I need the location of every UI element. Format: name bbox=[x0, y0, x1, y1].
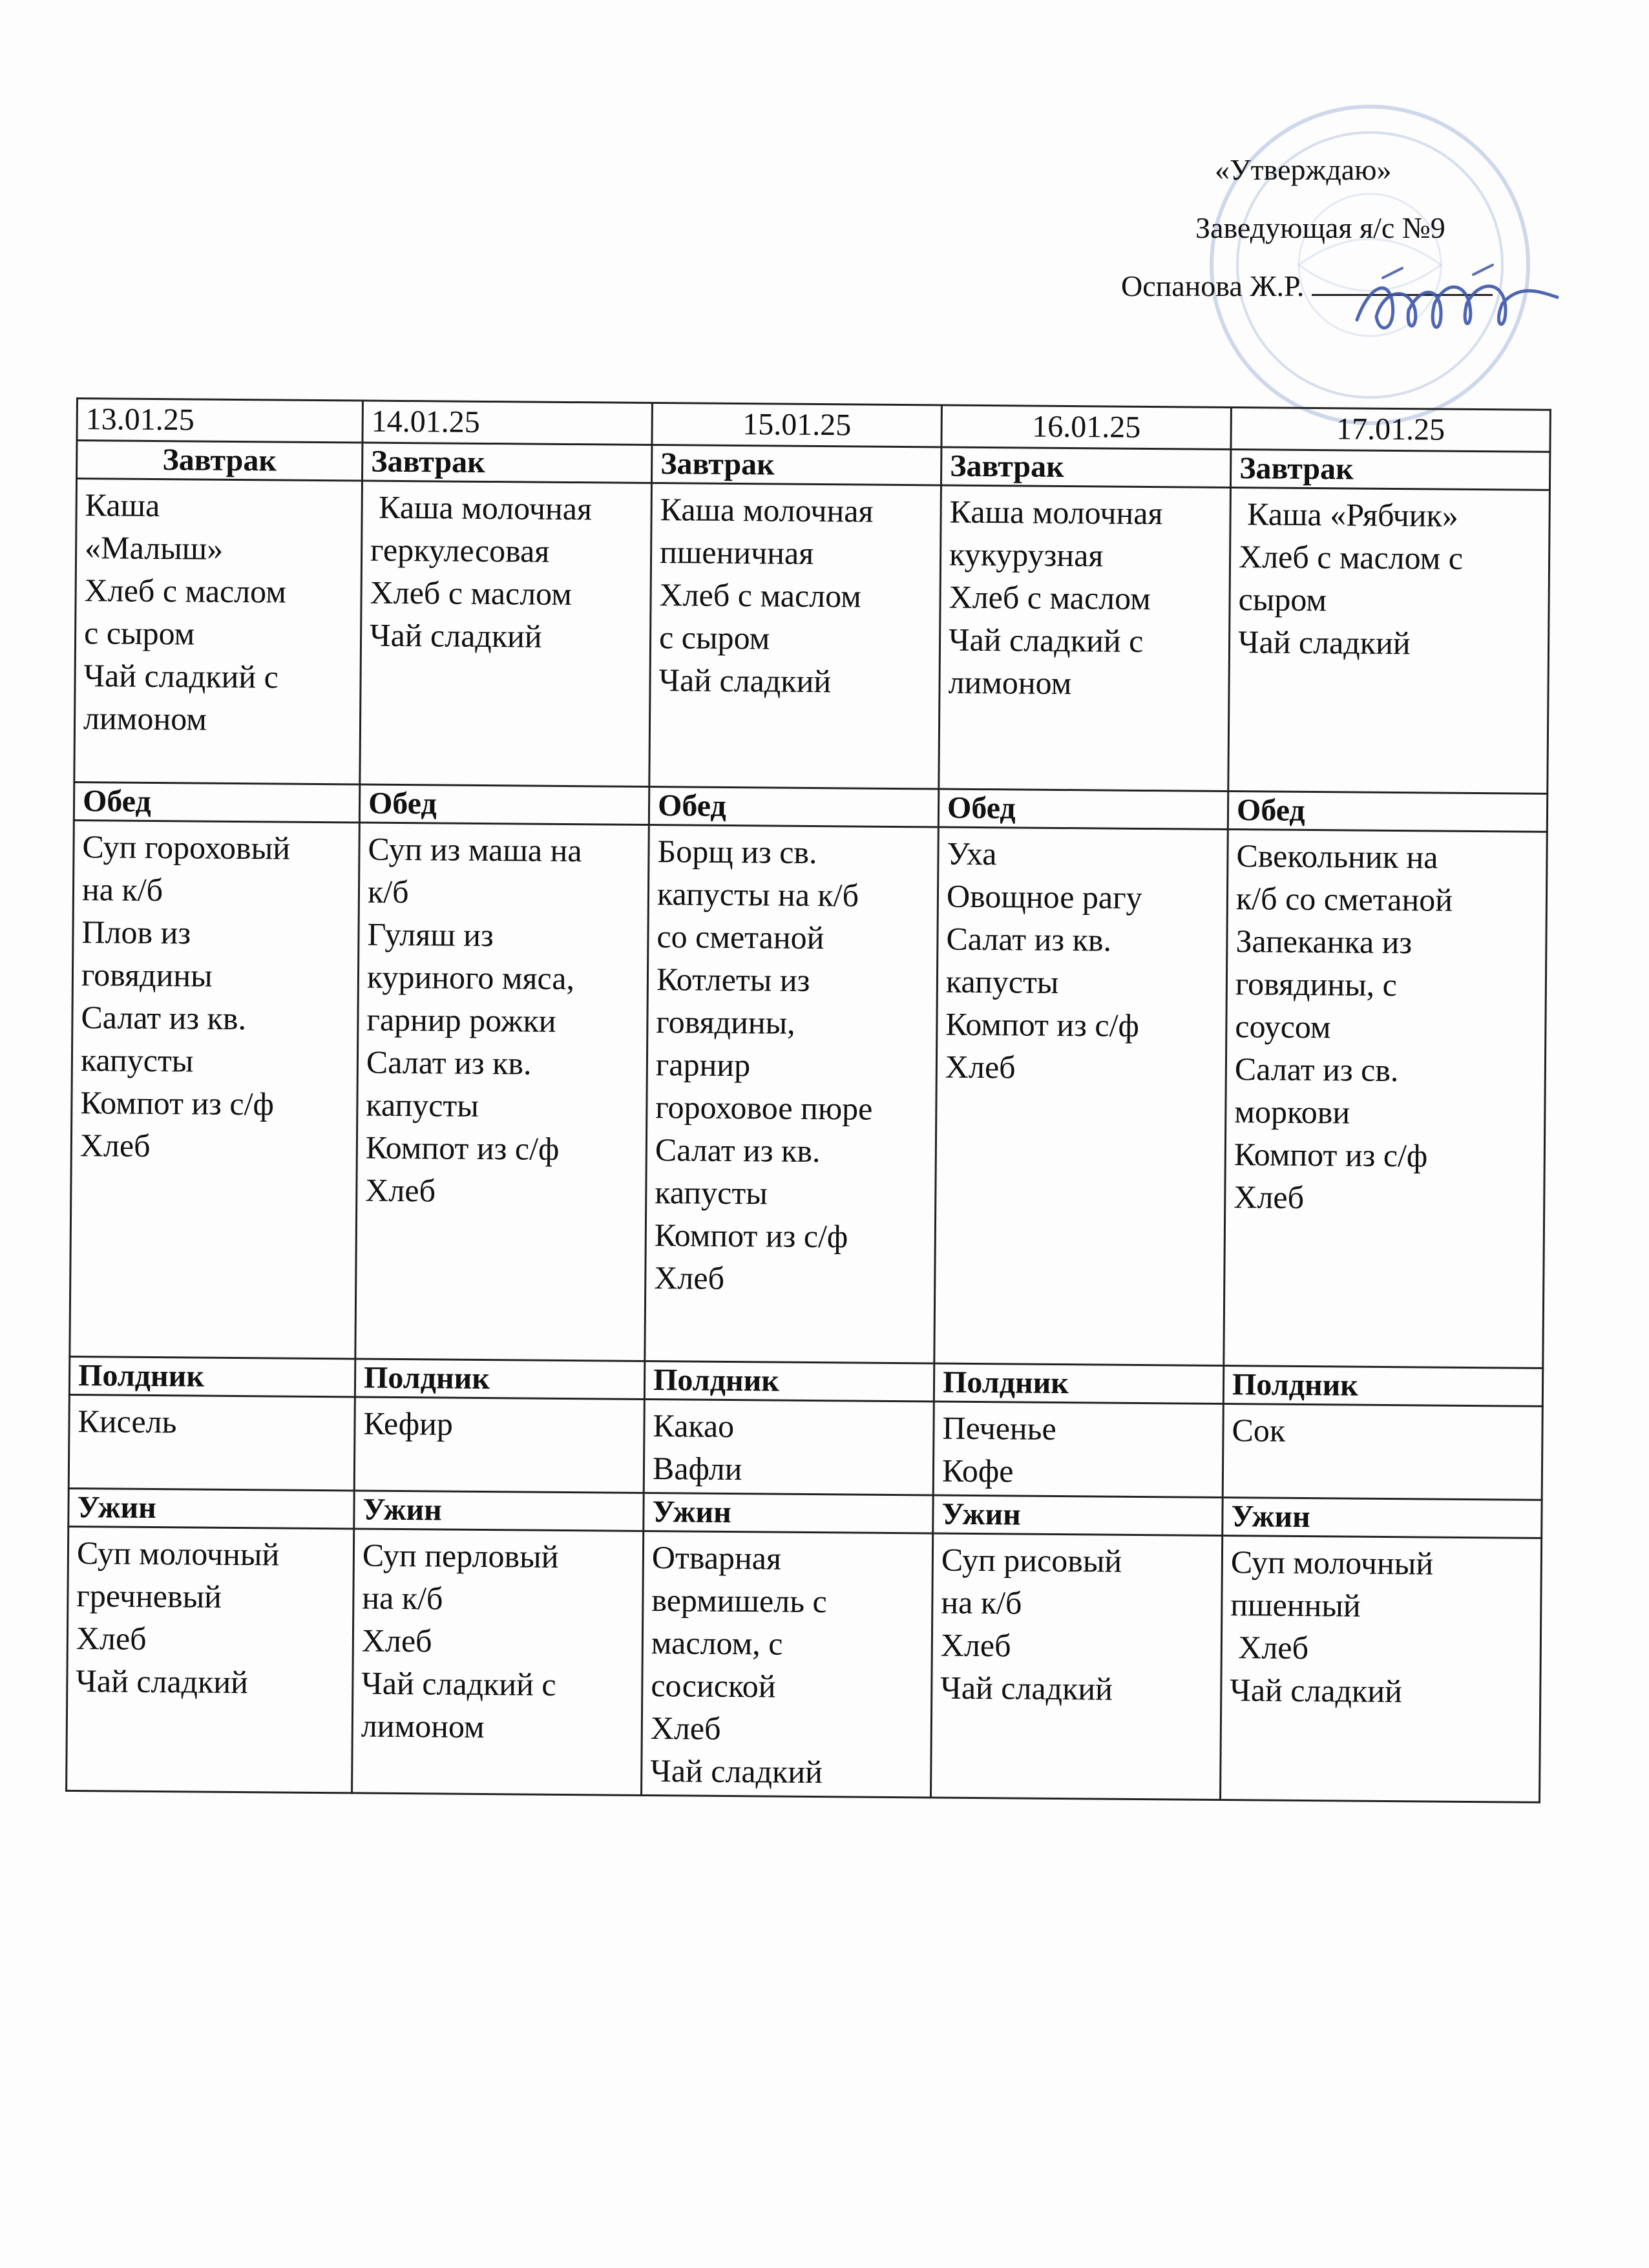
dish-line: Каша молочная bbox=[370, 488, 593, 527]
date-cell: 16.01.25 bbox=[941, 405, 1231, 450]
dish-line: Каша молочная bbox=[949, 493, 1163, 532]
dish-cell bbox=[931, 1533, 1223, 1800]
dish-line: геркулесовая bbox=[370, 531, 550, 569]
dish-line: Хлеб с маслом bbox=[84, 572, 287, 610]
dish-line: Хлеб bbox=[79, 1127, 151, 1164]
dish-line: сосиской bbox=[651, 1667, 776, 1705]
dish-cell bbox=[645, 824, 939, 1363]
dinner-dishes-row bbox=[67, 1526, 1542, 1802]
meal-label: Завтрак bbox=[77, 441, 362, 481]
approval-title: «Утверждаю» bbox=[1215, 153, 1392, 186]
dish-line: вермишель с bbox=[651, 1582, 827, 1620]
dish-line: на к/б bbox=[941, 1584, 1022, 1621]
dish-line: к/б со сметаной bbox=[1235, 880, 1453, 918]
dish-cell bbox=[644, 1399, 934, 1495]
dish-line: говядины bbox=[81, 956, 213, 994]
dish-line: Вафли bbox=[652, 1450, 742, 1487]
dish-line: кукурузная bbox=[949, 536, 1104, 574]
dish-line: Хлеб bbox=[654, 1259, 725, 1296]
dish-line: Хлеб bbox=[940, 1626, 1011, 1664]
dish-cell bbox=[642, 1531, 933, 1798]
dish-line: Салат из св. bbox=[1234, 1051, 1399, 1089]
dish-cell bbox=[1228, 488, 1550, 794]
dish-line: на к/б bbox=[81, 871, 163, 908]
dish-cell bbox=[934, 827, 1228, 1365]
date-cell: 17.01.25 bbox=[1231, 408, 1550, 452]
meal-label: Полдник bbox=[1223, 1365, 1542, 1406]
approval-position: Заведующая я/с №9 bbox=[1195, 211, 1445, 244]
dish-cell bbox=[1221, 1535, 1542, 1802]
dish-cell bbox=[355, 823, 649, 1361]
dish-line: Хлеб bbox=[650, 1710, 721, 1747]
dish-line: соусом bbox=[1235, 1008, 1331, 1045]
meal-label: Полдник bbox=[69, 1356, 355, 1396]
dish-line: Чай сладкий с bbox=[361, 1664, 556, 1703]
dish-line: Чай сладкий с bbox=[948, 621, 1144, 659]
meal-label: Ужин bbox=[644, 1493, 933, 1533]
dish-cell bbox=[649, 483, 941, 789]
dish-line: к/б bbox=[367, 873, 409, 910]
dish-line: Уха bbox=[947, 835, 997, 872]
dish-line: гречневый bbox=[76, 1577, 222, 1615]
dish-cell bbox=[74, 479, 362, 784]
meal-label: Ужин bbox=[1223, 1497, 1542, 1538]
dish-line: Компот из с/ф bbox=[80, 1084, 275, 1122]
dish-line: куриного мяса, bbox=[366, 958, 575, 997]
dish-cell bbox=[939, 485, 1231, 792]
dish-line: Салат из кв. bbox=[81, 999, 247, 1037]
dish-line: Печенье bbox=[942, 1409, 1056, 1447]
dish-line: Каша «Рябчик» bbox=[1239, 496, 1459, 534]
dish-line: моркови bbox=[1234, 1093, 1350, 1131]
dish-line: Чай сладкий bbox=[76, 1663, 249, 1701]
dish-line: Чай сладкий с bbox=[83, 657, 279, 695]
dish-line: капусты на к/б bbox=[656, 876, 859, 914]
dish-cell bbox=[1224, 830, 1548, 1369]
meal-label: Завтрак bbox=[1230, 450, 1549, 490]
dish-line: маслом, с bbox=[651, 1624, 783, 1662]
dish-line: говядины, с bbox=[1235, 965, 1398, 1003]
dish-line: Борщ из св. bbox=[657, 833, 817, 871]
dish-line: Чай сладкий bbox=[658, 662, 832, 700]
dish-line: Суп рисовый bbox=[941, 1541, 1122, 1579]
dish-line: с сыром bbox=[83, 614, 195, 652]
meal-label: Полдник bbox=[644, 1361, 934, 1402]
dish-line: Отварная bbox=[651, 1539, 782, 1577]
dish-line: Плов из bbox=[81, 914, 191, 951]
date-cell: 15.01.25 bbox=[652, 403, 941, 448]
dish-line: Какао bbox=[653, 1407, 735, 1445]
dish-line: с сыром bbox=[658, 619, 770, 656]
dish-line: Хлеб bbox=[945, 1048, 1016, 1086]
date-cell: 14.01.25 bbox=[362, 401, 652, 445]
dish-line: со сметаной bbox=[656, 918, 824, 956]
dish-line: Овощное рагу bbox=[946, 877, 1142, 916]
meal-label: Ужин bbox=[354, 1491, 644, 1531]
dish-cell bbox=[352, 1529, 644, 1796]
meal-label: Обед bbox=[938, 789, 1228, 830]
dish-cell bbox=[1223, 1403, 1542, 1500]
dish-line: Каша молочная bbox=[660, 491, 874, 529]
meal-label: Обед bbox=[1228, 792, 1547, 832]
dish-line: Чай сладкий bbox=[940, 1669, 1113, 1707]
dish-line: сыром bbox=[1238, 581, 1327, 618]
dish-line: Хлеб с маслом bbox=[659, 576, 862, 614]
dish-line: «Малыш» bbox=[84, 529, 224, 567]
date-cell: 13.01.25 bbox=[77, 399, 362, 443]
dish-line: Запеканка из bbox=[1235, 923, 1413, 961]
dish-line: говядины, bbox=[656, 1003, 795, 1041]
meal-label: Завтрак bbox=[941, 447, 1230, 488]
dish-line: Салат из кв. bbox=[946, 920, 1112, 958]
dish-line: Салат из кв. bbox=[655, 1131, 821, 1170]
dish-line: Чай сладкий bbox=[1237, 624, 1411, 662]
dish-line: Суп из маша на bbox=[368, 830, 582, 869]
lunch-dishes-row bbox=[70, 820, 1547, 1368]
dish-line: капусты bbox=[945, 963, 1059, 1000]
dish-line: лимоном bbox=[948, 664, 1072, 702]
dish-line: Чай сладкий bbox=[369, 616, 542, 655]
dish-line: капусты bbox=[366, 1086, 479, 1124]
dish-line: пшеничная bbox=[659, 534, 814, 571]
dish-line: Котлеты из bbox=[656, 961, 810, 998]
dish-line: Компот из с/ф bbox=[945, 1005, 1140, 1044]
dish-line: Гуляш из bbox=[367, 916, 494, 954]
dish-line: Кефир bbox=[363, 1405, 454, 1442]
menu-table bbox=[65, 397, 1551, 1803]
dish-line: капусты bbox=[80, 1042, 194, 1079]
meal-label: Ужин bbox=[933, 1495, 1223, 1536]
dish-line: капусты bbox=[655, 1174, 768, 1212]
dish-line: Хлеб bbox=[361, 1622, 432, 1659]
dish-line: Кофе bbox=[941, 1452, 1014, 1489]
dish-line: пшенный bbox=[1230, 1586, 1361, 1624]
dish-line: Хлеб с маслом с bbox=[1238, 538, 1464, 576]
snack-dishes-row bbox=[68, 1394, 1542, 1500]
meal-label: Обед bbox=[74, 782, 359, 822]
dish-line: Сок bbox=[1232, 1412, 1286, 1449]
dish-line: Хлеб с маслом bbox=[370, 574, 572, 613]
dish-cell bbox=[360, 481, 652, 787]
meal-label: Полдник bbox=[355, 1359, 644, 1400]
dish-line: Компот из с/ф bbox=[365, 1129, 560, 1167]
dish-line: Каша bbox=[85, 487, 160, 524]
dish-line: Суп молочный bbox=[76, 1535, 280, 1573]
dish-line: Суп молочный bbox=[1230, 1544, 1434, 1582]
dish-line: Хлеб bbox=[365, 1171, 436, 1209]
dish-line: Компот из с/ф bbox=[1234, 1136, 1428, 1174]
dish-line: Кисель bbox=[78, 1403, 177, 1440]
dish-cell bbox=[68, 1394, 355, 1490]
breakfast-dishes-row bbox=[74, 479, 1550, 794]
dish-line: Хлеб bbox=[76, 1620, 147, 1657]
dish-line: Хлеб bbox=[1234, 1179, 1305, 1215]
dish-line: гарнир рожки bbox=[366, 1001, 556, 1039]
dish-line: Компот из с/ф bbox=[654, 1217, 848, 1255]
signer-name: Оспанова Ж.Р. bbox=[1121, 269, 1305, 302]
dish-line: Суп гороховый bbox=[82, 828, 291, 866]
dish-line: Хлеб с маслом bbox=[949, 578, 1151, 617]
dish-line: на к/б bbox=[362, 1579, 443, 1617]
dish-line: Салат из кв. bbox=[366, 1044, 532, 1082]
dish-line: гороховое пюре bbox=[655, 1089, 873, 1127]
dish-line: Свекольник на bbox=[1236, 837, 1438, 876]
dish-line: гарнир bbox=[655, 1046, 751, 1084]
dish-line: лимоном bbox=[83, 700, 207, 737]
dish-cell bbox=[70, 820, 360, 1358]
meal-label: Завтрак bbox=[651, 445, 941, 485]
handwritten-signature bbox=[1344, 258, 1577, 349]
dish-cell bbox=[354, 1397, 644, 1493]
meal-label: Полдник bbox=[934, 1363, 1223, 1404]
dish-cell bbox=[933, 1402, 1223, 1498]
dish-line: Чай сладкий bbox=[1230, 1672, 1403, 1710]
meal-label: Завтрак bbox=[362, 443, 652, 483]
meal-label: Обед bbox=[649, 786, 938, 827]
dish-line: Чай сладкий bbox=[650, 1752, 823, 1790]
dish-line: лимоном bbox=[361, 1707, 485, 1745]
dish-line: Хлеб bbox=[1230, 1629, 1309, 1666]
dish-line: Суп перловый bbox=[362, 1537, 559, 1575]
meal-label: Ужин bbox=[68, 1488, 354, 1528]
dish-cell bbox=[67, 1526, 354, 1792]
meal-label: Обед bbox=[359, 784, 649, 825]
